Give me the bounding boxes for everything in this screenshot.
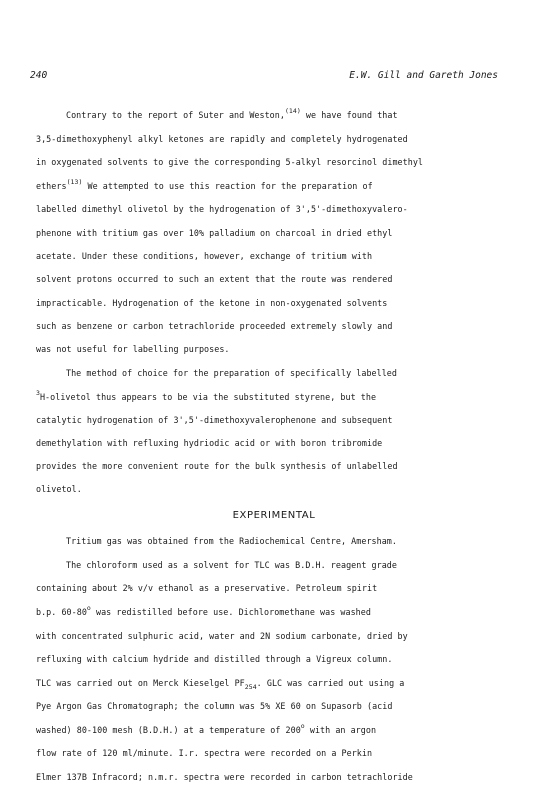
paragraph-line: acetate. Under these conditions, however, exchange of tritium with: [36, 251, 373, 262]
paragraph-line: b.p. 60-80$^o$ was redistilled before use. Dichloromethane was washed: [36, 603, 371, 617]
paragraph-line: The chloroform used as a solvent for TLC was B.D.H. reagent grade: [66, 559, 397, 570]
page-number: 240: [30, 70, 48, 81]
paragraph-line: washed) 80-100 mesh (B.D.H.) at a temperature of 200$^o$ with an argon: [36, 721, 377, 735]
citation-ref: (14): [284, 107, 301, 115]
citation-ref: (13): [66, 177, 83, 186]
paragraph-line: catalytic hydrogenation of 3',5'-dimethoxyvalerophenone and subsequent: [36, 414, 393, 425]
paragraph-line: was not useful for labelling purposes.: [36, 343, 230, 354]
degree-sign: o: [86, 603, 91, 612]
running-head-authors: E.W. Gill and Gareth Jones: [349, 70, 498, 81]
paragraph-line: olivetol.: [36, 484, 82, 495]
page-header: [30, 70, 498, 84]
paragraph-line: The method of choice for the preparation of specifically labelled: [66, 368, 397, 379]
paragraph-line: impracticable. Hydrogenation of the ketone in non-oxygenated solvents: [36, 297, 388, 308]
paragraph-line: TLC was carried out on Merck Kieselgel $PF_{254}$. GLC was carried out using a: [36, 677, 405, 691]
paragraph-line: Pye Argon Gas Chromatograph; the column was 5% XE 60 on Supasorb (acid: [36, 701, 393, 712]
section-heading: EXPERIMENTAL: [232, 509, 316, 521]
paragraph-line: in oxygenated solvents to give the corresponding 5-alkyl resorcinol dimethyl: [36, 157, 424, 168]
paragraph-line: labelled dimethyl olivetol by the hydrogenation of 3',5'-dimethoxyvalero-: [36, 204, 408, 215]
subscript: 254: [244, 682, 257, 691]
paragraph-line: Contrary to the report of Suter and Weston,$^{(14)}$ we have found that: [66, 107, 398, 120]
paragraph-line: ethers$^{(13)}$ We attempted to use this reaction for the preparation of: [36, 177, 373, 191]
paragraph-line: Tritium gas was obtained from the Radiochemical Centre, Amersham.: [66, 536, 397, 547]
paragraph-line: Elmer 137B Infracord; n.m.r. spectra were recorded in carbon tetrachloride: [36, 772, 413, 782]
degree-sign: o: [300, 721, 305, 730]
isotope-superscript: 3: [36, 388, 40, 397]
paragraph-line: flow rate of 120 ml/minute. I.r. spectra were recorded on a Perkin: [36, 748, 373, 759]
paragraph-line: with concentrated sulphuric acid, water and 2N sodium carbonate, dried by: [36, 630, 408, 641]
paragraph-line: containing about 2% v/v ethanol as a preservative. Petroleum spirit: [36, 583, 378, 594]
paragraph-line: refluxing with calcium hydride and distilled through a Vigreux column.: [36, 654, 393, 665]
paragraph-line: 3,5-dimethoxyphenyl alkyl ketones are rapidly and completely hydrogenated: [36, 133, 408, 144]
paragraph-line: phenone with tritium gas over 10% palladium on charcoal in dried ethyl: [36, 227, 393, 238]
paragraph-line: solvent protons occurred to such an extent that the route was rendered: [36, 274, 393, 285]
paragraph-line: provides the more convenient route for the bulk synthesis of unlabelled: [36, 460, 398, 471]
paragraph-line: demethylation with refluxing hydriodic acid or with boron tribromide: [36, 438, 383, 449]
paragraph-line: such as benzene or carbon tetrachloride proceeded extremely slowly and: [36, 321, 393, 332]
paragraph-line: $^3$H-olivetol thus appears to be via the substituted styrene, but the: [36, 388, 377, 402]
